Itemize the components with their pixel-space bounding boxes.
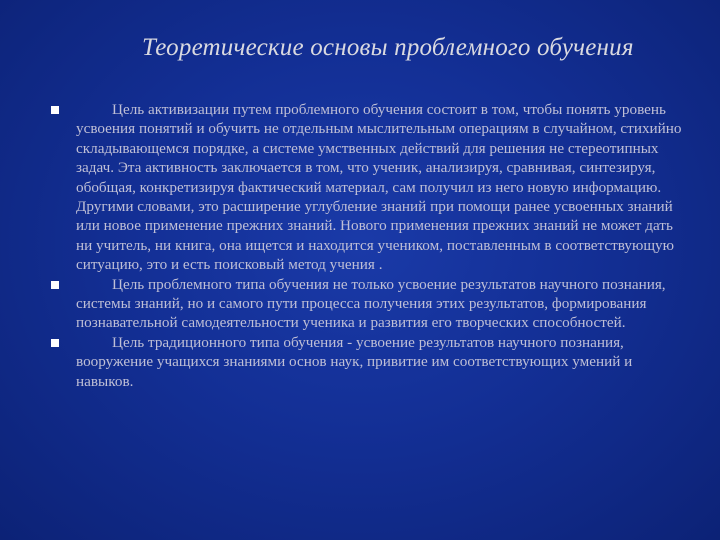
bullet-item-problem-learning-goal (76, 275, 686, 333)
square-bullet-icon (51, 281, 59, 289)
bullet-text: Цель проблемного типа обучения не только усвоение результатов научного познания, системы знаний, но и самого пути процесса получения этих результатов, формирования познавательной самодеятельности ученика и развития его творческих способностей. (76, 275, 666, 332)
bullet-text: Цель традиционного типа обучения - усвоение результатов научного познания, вооружение учащихся знаниями основ наук, привитие им соответствующих умений и навыков. (76, 333, 633, 390)
bullet-item-traditional-learning-goal (76, 333, 686, 391)
bullet-item-activation-goal (76, 100, 686, 275)
square-bullet-icon (51, 339, 59, 347)
slide-title: Теоретические основы проблемного обучения (142, 34, 634, 61)
bullet-list (0, 100, 720, 391)
square-bullet-icon (51, 106, 59, 114)
bullet-text: Цель активизации путем проблемного обучения состоит в том, чтобы понять уровень усвоения понятий и обучить не отдельным мыслительным операциям в случайном, стихийно складывающемся порядке, а системе умственных действий для решения не стереотипных задач. Эта активность заключается в том, что ученик, анализируя, сравнивая, синтезируя, обобщая, конкретизируя фактический материал, сам получил из него новую информацию. Другими словами, это расширение углубление знаний при помощи ранее усвоенных знаний или новое применение прежних знаний. Нового применения прежних знаний не может дать ни учитель, ни книга, она ищется и находится учеником, поставленным в соответствующую ситуацию, это и есть поисковый метод учения . (76, 101, 682, 274)
